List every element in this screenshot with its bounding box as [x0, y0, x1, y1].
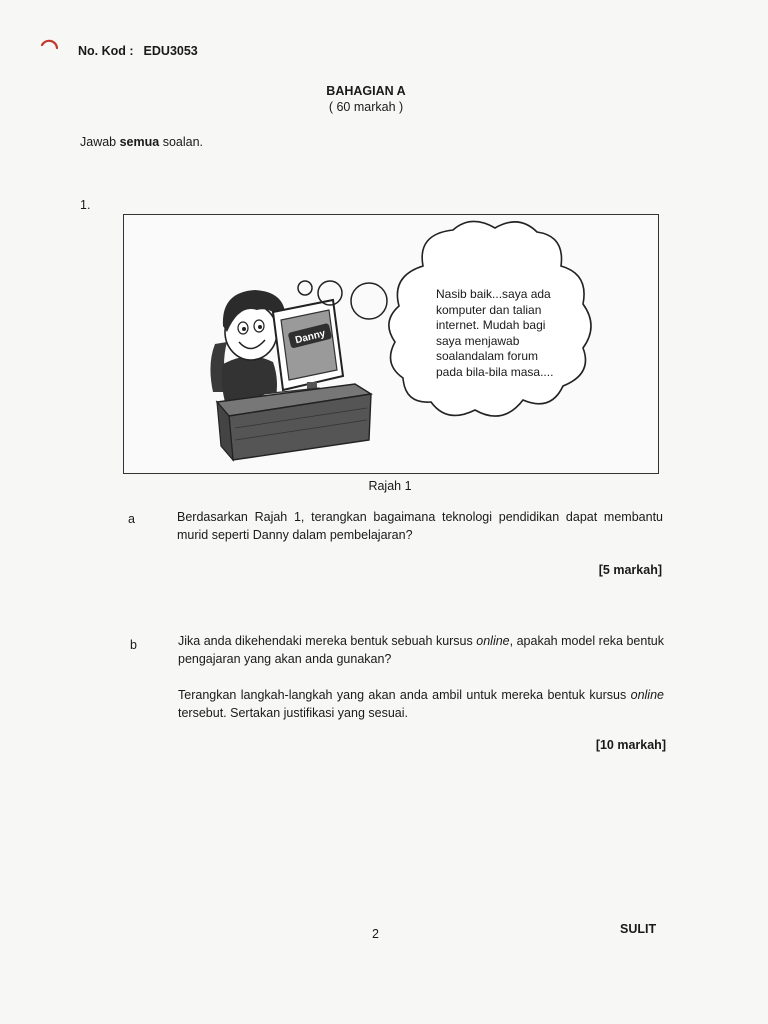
- part-a-text: Berdasarkan Rajah 1, terangkan bagaimana teknologi pendidikan dapat membantu murid seperti Danny dalam pembelajaran?: [177, 510, 663, 542]
- thought-line: saya menjawab: [436, 333, 520, 348]
- part-b-p1-before: Jika anda dikehendaki mereka bentuk sebuah kursus: [178, 634, 477, 648]
- course-code-label: No. Kod :: [78, 44, 134, 58]
- instruction-emphasis: semua: [119, 135, 160, 149]
- question-number: 1.: [80, 198, 91, 212]
- part-b-p1-after: , apakah model reka bentuk pengajaran yang akan anda gunakan?: [178, 634, 664, 666]
- classification-label: SULIT: [620, 922, 657, 936]
- thought-line: soalandalam forum: [436, 349, 539, 363]
- monitor-label: Danny: [294, 328, 327, 347]
- part-b-p2-after: tersebut. Sertakan justifikasi yang sesuai.: [178, 706, 408, 720]
- part-b-paragraph-1: [178, 632, 664, 668]
- part-b-marks: [10 markah]: [595, 738, 666, 752]
- part-b-p1-italic: online: [476, 634, 510, 648]
- instruction: [80, 135, 203, 149]
- punch-hole-mark: [38, 36, 60, 58]
- thought-bubble-text: [436, 287, 596, 380]
- course-code: [78, 44, 198, 58]
- thought-line: komputer dan talian: [436, 302, 542, 317]
- course-code-value: EDU3053: [143, 44, 198, 58]
- figure-caption: Rajah 1: [368, 479, 412, 493]
- thought-line: Nasib baik...saya ada: [436, 287, 551, 301]
- thought-line: internet. Mudah bagi: [436, 318, 546, 332]
- part-b-p2-before: Terangkan langkah-langkah yang akan anda ambil untuk mereka bentuk kursus: [178, 688, 631, 702]
- part-a-marks: [5 markah]: [598, 563, 662, 577]
- instruction-suffix: soalan.: [159, 135, 203, 149]
- part-b-label: b: [130, 638, 137, 652]
- instruction-prefix: Jawab: [80, 135, 120, 149]
- section-title: BAHAGIAN A: [326, 84, 406, 98]
- part-b-paragraph-2: [178, 686, 664, 722]
- part-a-label: a: [128, 512, 135, 526]
- thought-line: pada bila-bila masa....: [436, 364, 554, 379]
- part-b-p2-italic: online: [630, 688, 664, 702]
- page-number: 2: [372, 927, 379, 941]
- section-marks: ( 60 markah ): [328, 100, 404, 114]
